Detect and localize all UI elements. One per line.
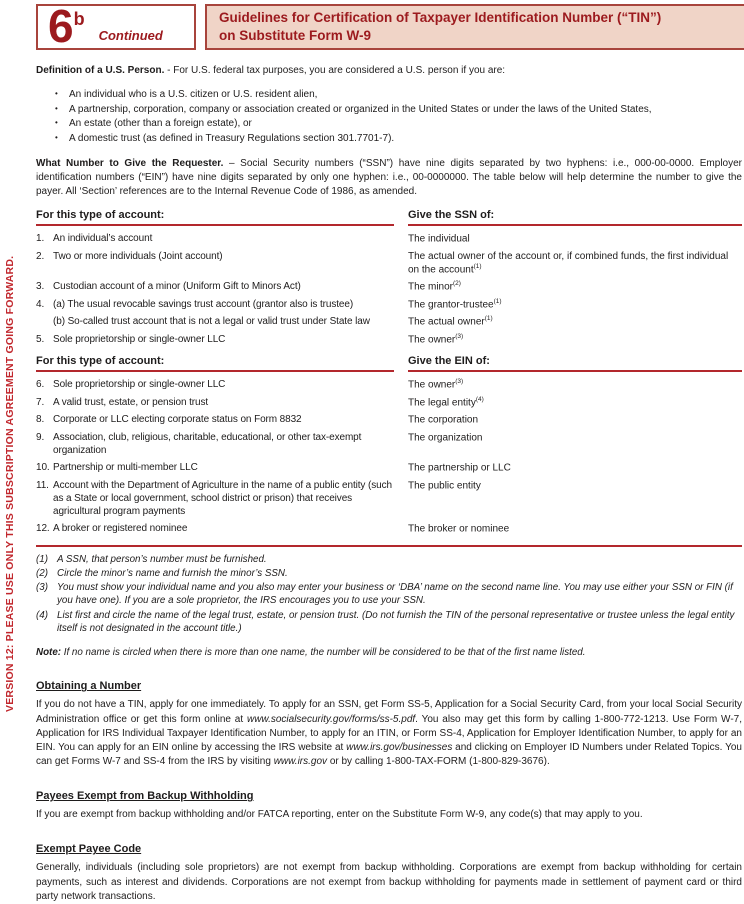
section-paragraph: Generally, individuals (including sole proprietors) are not exempt from backup withholding. Corporations are exempt from backup withholding for certain payments, such as interest and dividends. Corporations are not exempt from backup withholding for payments made in settlement of payment card or third party network transactions. — [36, 862, 742, 902]
table-header-account-type: For this type of account: — [36, 355, 394, 372]
bullet-icon — [55, 132, 69, 147]
table-row-account: 2. Two or more individuals (Joint account) — [36, 250, 223, 262]
table-row-account: 3. Custodian account of a minor (Uniform Gift to Minors Act) — [36, 281, 301, 293]
definition-bullet-list — [36, 88, 742, 146]
section-number: 6 — [48, 0, 74, 53]
table-row-give: The public entity — [408, 480, 481, 492]
section-number-box — [36, 0, 196, 53]
table-row-account: 11. Account with the Department of Agriculture in the name of a public entity (such as a State or local government, school district or prison) that receives agricultural program payments — [36, 479, 392, 518]
footnotes-block — [36, 553, 742, 635]
table-row-give: The individual — [408, 233, 470, 245]
table-row-account: 12. A broker or registered nominee — [36, 523, 188, 535]
table-row-account: 1. An individual’s account — [36, 233, 153, 244]
table-header-give-ssn: Give the SSN of: — [408, 209, 742, 226]
table-row-give: The actual owner of the account or, if combined funds, the first individual on the account$^{(1)}$ — [408, 250, 729, 276]
page-title-banner — [205, 4, 744, 50]
table-row-account: (b) So-called trust account that is not a legal or valid trust under State law — [53, 316, 370, 328]
section-obtaining-number — [36, 680, 742, 769]
bullet-icon — [55, 103, 69, 118]
table-row-account: 6. Sole proprietorship or single-owner LLC — [36, 379, 226, 391]
bullet-icon — [55, 117, 69, 132]
table-row-account: 9. Association, club, religious, charitable, educational, or other tax-exempt organization — [36, 431, 362, 457]
account-table-ein — [36, 355, 742, 536]
section-paragraph: If you do not have a TIN, apply for one immediately. To apply for an SSN, get Form SS-5, Application for a Social Security Card, from your local Social Security Administration office or get this form online at www.socialsecurity.gov/forms/ss-5.pdf. You also may get this form by calling 1-800-772-1213. Use Form W-7, Application for IRS Individual Taxpayer Identification Number, to apply for an ITIN, or Form SS-4, Application for Employer Identification Number, to apply for an EIN. You can apply for an EIN online by accessing the IRS website at www.irs.gov/businesses and clicking on Employer ID Numbers under Related Topics. You can get Forms W-7 and SS-4 from the IRS by visiting www.irs.gov or by calling 1-800-TAX-FORM (1-800-829-3676). — [36, 699, 742, 768]
table-row-give: The minor$^{(2)}$ — [408, 280, 461, 293]
definition-lead: Definition of a U.S. Person. — [36, 65, 165, 76]
version-sidebar-note: VERSION 12: PLEASE USE ONLY THIS SUBSCRIPTION AGREEMENT GOING FORWARD. — [4, 255, 16, 712]
section-heading: Payees Exempt from Backup Withholding — [36, 790, 254, 803]
page-header — [36, 0, 744, 53]
account-table-ssn — [36, 209, 742, 346]
footnote: (1) A SSN, that person’s number must be furnished. — [36, 553, 267, 565]
bullet-item: • An estate (other than a foreign estate), or — [36, 117, 742, 132]
continued-label: Continued — [98, 28, 163, 43]
footnote: (2) Circle the minor’s name and furnish the minor’s SSN. — [36, 568, 288, 580]
footnote: (3) You must show your individual name and you also may enter your business or ‘DBA’ name on the second name line. You may use either your SSN or FIN (if you have one). If you are a sole proprietor, the IRS encourages you to use your SSN. — [36, 582, 733, 607]
table-header-give-ein: Give the EIN of: — [408, 355, 742, 372]
table-row-give: The owner$^{(3)}$ — [408, 332, 464, 346]
table-row-account: 10. Partnership or multi-member LLC — [36, 462, 198, 474]
table-row-account: 8. Corporate or LLC electing corporate status on Form 8832 — [36, 414, 302, 426]
page-title-line2: on Substitute Form W-9 — [219, 28, 371, 43]
bullet-item: • An individual who is a U.S. citizen or U.S. resident alien, — [36, 88, 742, 103]
table-row-give: The broker or nominee — [408, 523, 510, 535]
section-number-suffix: b — [73, 9, 85, 29]
table-row-give: The owner$^{(3)}$ — [408, 378, 464, 391]
note-paragraph: Note: If no name is circled when there is more than one name, the number will be considered to be that of the first name listed. — [36, 647, 586, 659]
table-row-give: The partnership or LLC — [408, 462, 511, 474]
section-heading: Exempt Payee Code — [36, 843, 142, 856]
table-row-account: 7. A valid trust, estate, or pension trust — [36, 396, 209, 408]
table-row-give: The legal entity$^{(4)}$ — [408, 395, 484, 409]
what-number-lead: What Number to Give the Requester. — [36, 158, 224, 169]
table-row-give: The organization — [408, 432, 483, 444]
bullet-item: • A domestic trust (as defined in Treasury Regulations section 301.7701-7). — [36, 132, 742, 147]
definition-paragraph: Definition of a U.S. Person. - For U.S. federal tax purposes, you are considered a U.S. person if you are: — [36, 65, 506, 76]
table-row-give: The grantor-trustee$^{(1)}$ — [408, 297, 502, 311]
footnote: (4) List first and circle the name of the legal trust, estate, or pension trust. (Do not furnish the TIN of the personal representative or trustee unless the legal entity itself is not designated in the account title.) — [36, 609, 735, 634]
table-row-account: 5. Sole proprietorship or single-owner LLC — [36, 333, 226, 345]
section-heading: Obtaining a Number — [36, 680, 142, 693]
bullet-icon — [55, 88, 69, 103]
page-title-line1: Guidelines for Certification of Taxpayer Identification Number (“TIN”) — [219, 10, 662, 26]
section-exempt-payee-code — [36, 843, 742, 904]
bullet-item: • A partnership, corporation, company or association created or organized in the United States or under the laws of the United States, — [36, 103, 742, 118]
section-paragraph: If you are exempt from backup withholding and/or FATCA reporting, enter on the Substitute Form W-9, any code(s) that may apply to you. — [36, 809, 643, 821]
footnotes-divider — [36, 545, 742, 547]
section-payees-exempt — [36, 790, 742, 822]
table-row-account: 4. (a) The usual revocable savings trust account (grantor also is trustee) — [36, 298, 354, 310]
table-header-account-type: For this type of account: — [36, 209, 394, 226]
document-body — [36, 64, 742, 904]
what-number-paragraph: What Number to Give the Requester. – Social Security numbers (“SSN”) have nine digits separated by two hyphens: i.e., 000-00-0000. Employer identification numbers (“EIN”) have nine digits separated by only one hyphen: i.e., 00-0000000. The table below will help determine the number to give the payer. All ‘Section’ references are to the Internal Revenue Code of 1986, as amended. — [36, 158, 742, 197]
table-row-give: The corporation — [408, 414, 479, 426]
table-row-give: The actual owner$^{(1)}$ — [408, 315, 493, 328]
